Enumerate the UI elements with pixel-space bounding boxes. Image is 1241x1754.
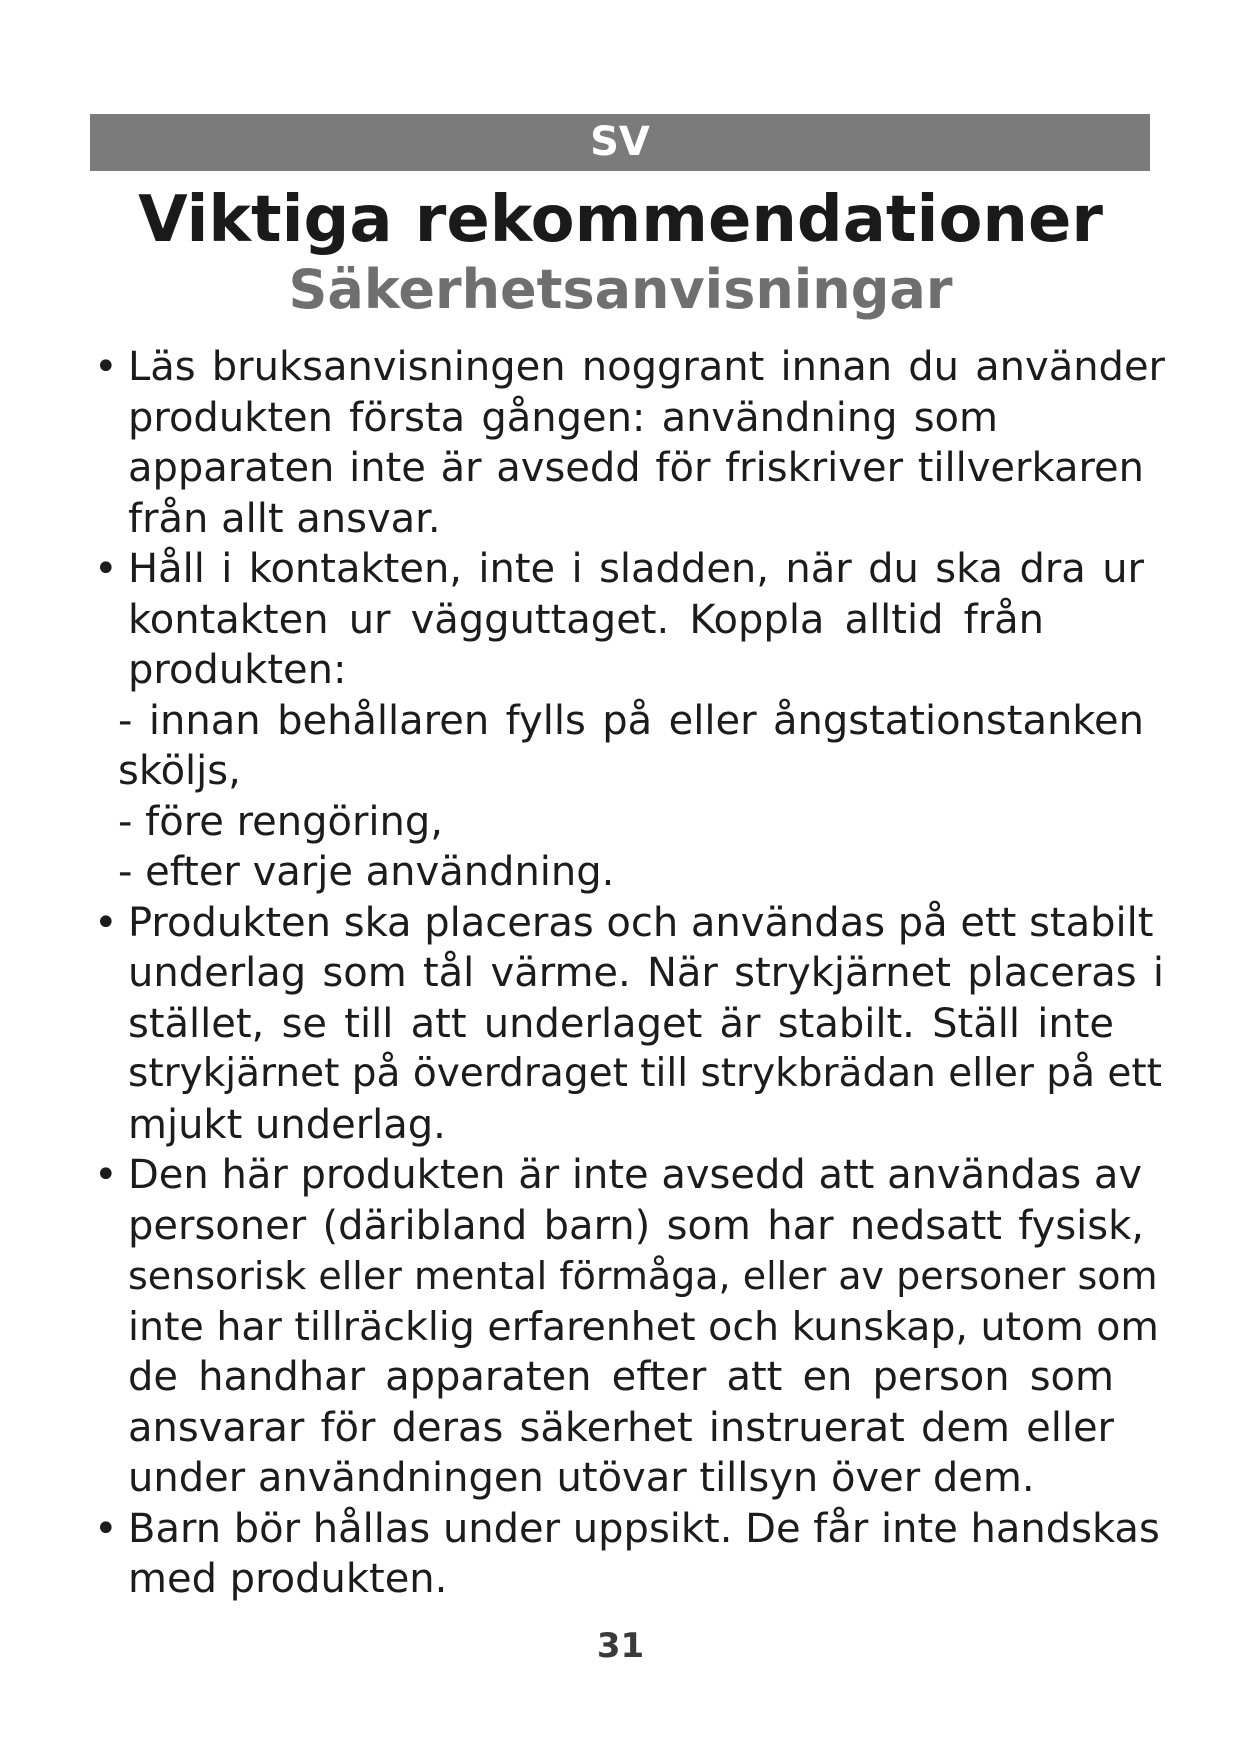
list-item-line: kontakten ur vägguttaget. Koppla alltid från — [128, 596, 1044, 643]
bullet-icon: • — [94, 1505, 118, 1552]
bullet-icon: • — [94, 1152, 118, 1198]
list-item-line: Produkten ska placeras och användas på ett stabilt — [128, 899, 1154, 946]
list-item-line: personer (däribland barn) som har nedsatt fysisk, — [128, 1202, 1144, 1249]
list-item-subline: - efter varje användning. — [118, 849, 615, 895]
list-item-line: Läs bruksanvisningen noggrant innan du använder — [128, 344, 1165, 390]
list-item-subline: sköljs, — [118, 748, 241, 794]
section-subtitle: Säkerhetsanvisningar — [288, 258, 953, 321]
list-item-line: mjukt underlag. — [128, 1101, 446, 1148]
bullet-icon: • — [94, 899, 118, 946]
list-item — [90, 1504, 1165, 1605]
list-item-line: stället, se till att underlaget är stabilt. Ställ inte — [128, 1000, 1114, 1047]
list-item — [90, 1150, 1165, 1504]
list-item-line: inte har tillräcklig erfarenhet och kunskap, utom om — [128, 1303, 1159, 1350]
list-item — [90, 898, 1165, 1151]
page-number: 31 — [596, 1626, 645, 1666]
list-item-line: strykjärnet på överdraget till strykbrädan eller på ett — [128, 1051, 1162, 1096]
list-item-line: produkten: — [128, 647, 347, 693]
list-item-line: apparaten inte är avsedd för friskriver tillverkaren — [128, 445, 1144, 491]
recommendations-list — [90, 342, 1165, 1605]
list-item-line: de handhar apparaten efter att en person som — [128, 1354, 1114, 1400]
list-item — [90, 544, 1165, 898]
bullet-icon: • — [94, 546, 118, 592]
bullet-icon: • — [94, 344, 118, 390]
list-item-subline: - före rengöring, — [118, 798, 443, 845]
list-item-line: under användningen utövar tillsyn över dem. — [128, 1455, 1035, 1501]
list-item-line: Den här produkten är inte avsedd att användas av — [128, 1152, 1143, 1198]
list-item-line: Barn bör hållas under uppsikt. De får inte handskas — [128, 1505, 1160, 1552]
page-title: Viktiga rekommendationer — [138, 183, 1103, 257]
list-item-line: med produkten. — [128, 1556, 448, 1602]
list-item-line: underlag som tål värme. När strykjärnet placeras i — [128, 950, 1164, 996]
language-tag: SV — [90, 114, 1150, 171]
list-item-line: Håll i kontakten, inte i sladden, när du ska dra ur — [128, 546, 1144, 592]
list-item-line: produkten första gången: användning som — [128, 394, 998, 441]
list-item-line: sensorisk eller mental förmåga, eller av personer som — [128, 1254, 1158, 1298]
list-item-line: från allt ansvar. — [128, 495, 441, 542]
list-item-subline: - innan behållaren fylls på eller ångstationstanken — [118, 697, 1144, 744]
list-item — [90, 342, 1165, 544]
list-item-line: ansvarar för deras säkerhet instruerat dem eller — [128, 1404, 1114, 1451]
